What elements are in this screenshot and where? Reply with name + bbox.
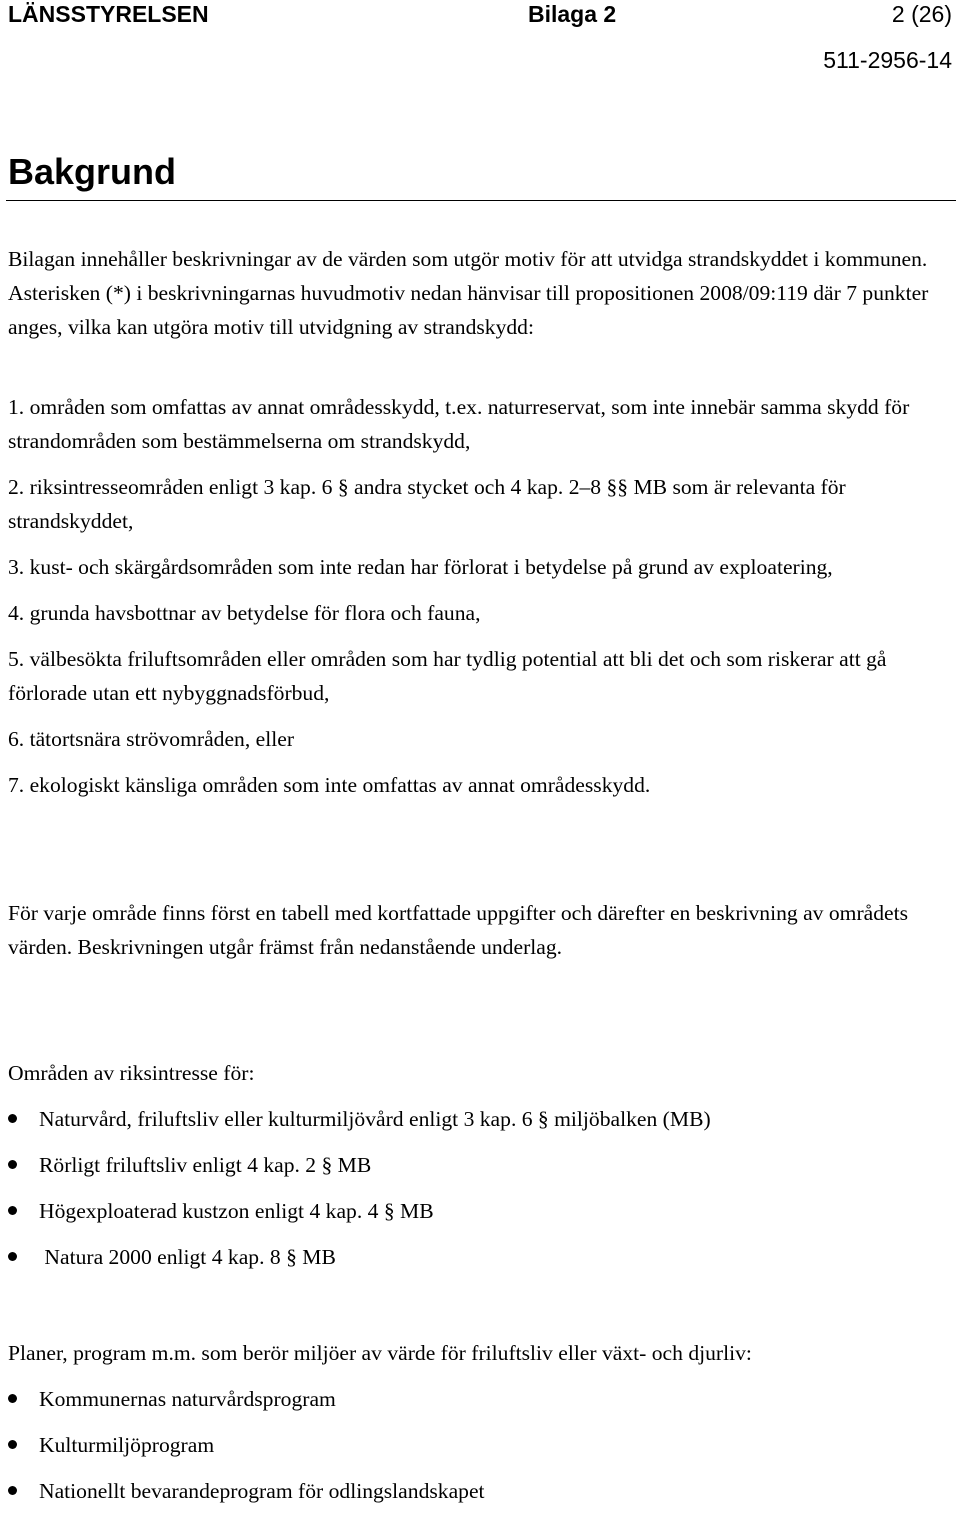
bullet-icon [8,1160,17,1169]
page-title: Bakgrund [8,151,177,192]
list-item [8,1196,948,1226]
list-item-text: Natura 2000 enligt 4 kap. 8 § MB [39,1245,336,1269]
list-item-text: Nationellt bevarandeprogram för odlingslandskapet [39,1479,485,1503]
attachment-label: Bilaga 2 [528,1,617,27]
bullet-icon [8,1440,17,1449]
list-item-text: Naturvård, friluftsliv eller kulturmiljövård enligt 3 kap. 6 § miljöbalken (MB) [39,1107,711,1131]
bullet-icon [8,1486,17,1495]
motive-item-2: 2. riksintresseområden enligt 3 kap. 6 § andra stycket och 4 kap. 2–8 §§ MB som är relevanta för strandskyddet, [8,475,846,533]
list-item-text: Kommunernas naturvårdsprogram [39,1387,336,1411]
reference-number: 511-2956-14 [823,47,952,73]
motive-item-4: 4. grunda havsbottnar av betydelse för flora och fauna, [8,601,481,625]
page-number: 2 (26) [891,1,952,27]
bullet-icon [8,1114,17,1123]
description-paragraph [8,896,954,964]
list-item [8,1242,948,1272]
list-item [8,1476,948,1506]
organization-name: LÄNSSTYRELSEN [8,1,209,27]
motive-item-6: 6. tätortsnära strövområden, eller [8,727,295,751]
riksintresse-list [8,1104,948,1288]
list-item [8,1104,948,1134]
title-underline [6,200,956,201]
list-item-text: Högexploaterad kustzon enligt 4 kap. 4 § MB [39,1199,434,1223]
list-item [8,1150,948,1180]
intro-text: Bilagan innehåller beskrivningar av de värden som utgör motiv för att utvidga strandskyddet i kommunen. Asterisken (*) i beskrivningarnas huvudmotiv nedan hänvisar till propositionen 2008/09:119 där 7 punkter anges, vilka kan utgöra motiv till utvidgning av strandskydd: [8,247,929,339]
motive-item-3: 3. kust- och skärgårdsområden som inte redan har förlorat i betydelse på grund av exploatering, [8,555,833,579]
intro-paragraph [8,242,954,344]
list-item-text: Rörligt friluftsliv enligt 4 kap. 2 § MB [39,1153,372,1177]
bullet-icon [8,1252,17,1261]
list-item-text: Kulturmiljöprogram [39,1433,215,1457]
planer-list [8,1384,948,1522]
list-item [8,1384,948,1414]
motive-item-7: 7. ekologiskt känsliga områden som inte omfattas av annat områdesskydd. [8,773,651,797]
planer-heading [8,1336,954,1370]
bullet-icon [8,1394,17,1403]
motive-item-5: 5. välbesökta friluftsområden eller områden som har tydlig potential att bli det och som riskerar att gå förlorade utan ett nybyggnadsförbud, [8,647,887,705]
riksintresse-lead: Områden av riksintresse för: [8,1061,255,1085]
description-text: För varje område finns först en tabell med kortfattade uppgifter och därefter en beskrivning av områdets värden. Beskrivningen utgår främst från nedanstående underlag. [8,901,909,959]
motive-list [8,390,954,814]
motive-item-1: 1. områden som omfattas av annat områdesskydd, t.ex. naturreservat, som inte innebär samma skydd för strandområden som bestämmelserna om strandskydd, [8,395,910,453]
planer-lead: Planer, program m.m. som berör miljöer av värde för friluftsliv eller växt- och djurliv: [8,1341,752,1365]
list-item [8,1430,948,1460]
bullet-icon [8,1206,17,1215]
riksintresse-heading [8,1056,954,1090]
